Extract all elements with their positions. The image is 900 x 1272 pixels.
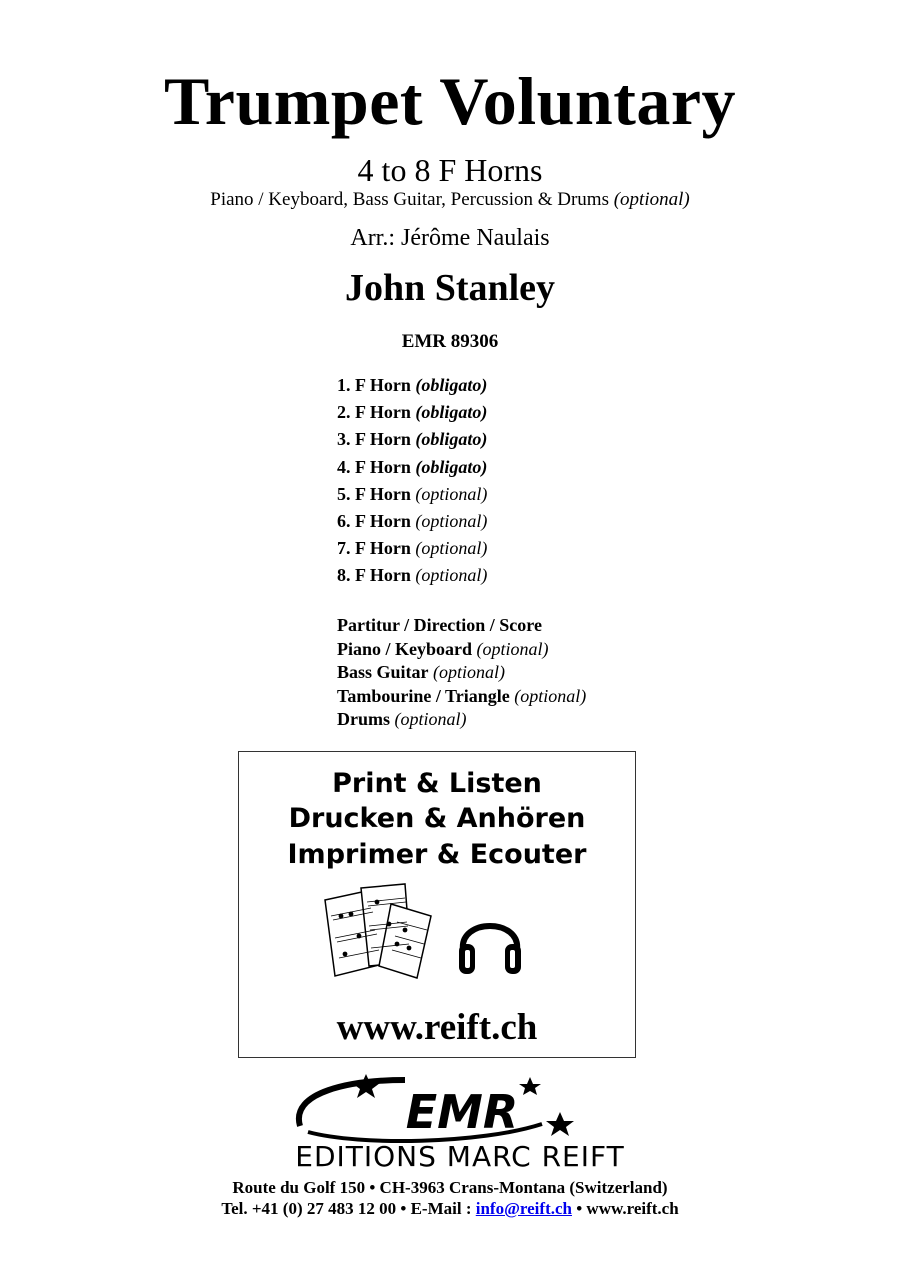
promo-url[interactable]: www.reift.ch [336, 1007, 538, 1048]
extra-item: Drums (optional) [337, 709, 467, 729]
extra-item: Piano / Keyboard (optional) [337, 638, 549, 659]
promo-line: Imprimer & Ecouter [287, 839, 587, 870]
part-item: 3. F Horn (obligato) [337, 429, 488, 450]
email-link[interactable]: info@reift.ch [475, 1199, 572, 1218]
subtitle: 4 to 8 F Horns [357, 152, 543, 188]
title: Trumpet Voluntary [163, 63, 737, 139]
instrumentation-line [0, 189, 900, 211]
instrumentation-main: Piano / Keyboard, Bass Guitar, Percussion & Drums [210, 189, 609, 210]
contact-line [0, 1199, 900, 1219]
sheet-music-icon [313, 882, 443, 982]
extra-item: Partitur / Direction / Score [337, 615, 542, 635]
emr-emblem: EMR [405, 1085, 519, 1139]
catalog-number: EMR 89306 [401, 331, 499, 352]
part-item: 8. F Horn (optional) [337, 565, 488, 586]
part-item: 1. F Horn (obligato) [337, 375, 488, 395]
extra-item: Bass Guitar (optional) [337, 662, 506, 682]
headphones-icon [455, 904, 525, 984]
web-address: • www.reift.ch [576, 1199, 679, 1218]
extra-item: Tambourine / Triangle (optional) [337, 685, 587, 706]
part-item: 5. F Horn (optional) [337, 483, 488, 504]
emr-name: EDITIONS MARC REIFT [295, 1140, 625, 1173]
extras-list [337, 614, 586, 732]
emr-logo [230, 1074, 690, 1174]
promo-line: Print & Listen [332, 768, 542, 799]
postal-address: Route du Golf 150 • CH-3963 Crans-Montana (Switzerland) [232, 1178, 668, 1197]
instrumentation-note: (optional) [613, 189, 690, 210]
composer: John Stanley [344, 267, 556, 309]
part-item: 4. F Horn (obligato) [337, 456, 488, 477]
promo-line: Drucken & Anhören [288, 803, 586, 834]
arranger: Arr.: Jérôme Naulais [350, 225, 550, 251]
phone-label: Tel. +41 (0) 27 483 12 00 • E-Mail : [221, 1199, 472, 1218]
print-listen-box [238, 751, 636, 1058]
part-item: 2. F Horn (obligato) [337, 402, 488, 423]
part-item: 7. F Horn (optional) [337, 538, 488, 559]
part-item: 6. F Horn (optional) [337, 510, 488, 531]
parts-list [337, 374, 487, 592]
